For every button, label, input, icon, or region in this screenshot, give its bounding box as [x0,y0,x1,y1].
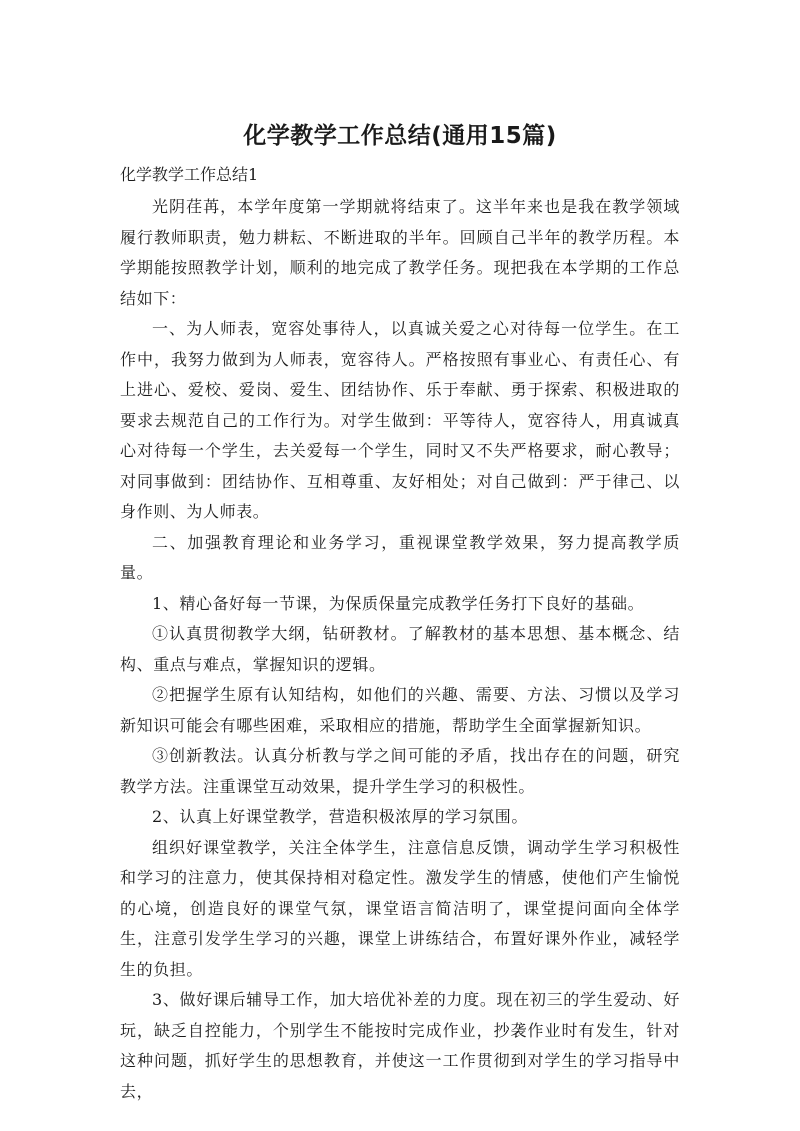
paragraph: 2、认真上好课堂教学，营造积极浓厚的学习氛围。 [152,807,528,826]
paragraph: 一、为人师表，宽容处事待人，以真诚关爱之心对待每一位学生。在工作中，我努力做到为人师表，宽容待人。严格按照有事业心、有责任心、有上进心、爱校、爱岗、爱生、团结协作、乐于奉献、勇于探索、积极进取的要求去规范自己的工作行为。对学生做到：平等待人，宽容待人，用真诚真心对待每一个学生，去关爱每一个学生，同时又不失严格要求，耐心教导；对同事做到：团结协作、互相尊重、友好相处；对自己做到：严于律己、以身作则、为人师表。 [120,319,680,521]
section-heading: 化学教学工作总结1 [120,165,259,184]
paragraph: 组织好课堂教学，关注全体学生，注意信息反馈，调动学生学习积极性和学习的注意力，使其保持相对稳定性。激发学生的情感，使他们产生愉悦的心境，创造良好的课堂气氛，课堂语言简洁明了，课堂提问面向全体学生，注意引发学生学习的兴趣，课堂上讲练结合，布置好课外作业，减轻学生的负担。 [120,837,680,979]
paragraph: ①认真贯彻教学大纲，钻研教材。了解教材的基本思想、基本概念、结构、重点与难点，掌握知识的逻辑。 [120,624,680,674]
paragraph: ②把握学生原有认知结构，如他们的兴趣、需要、方法、习惯以及学习新知识可能会有哪些困难，采取相应的措施，帮助学生全面掌握新知识。 [120,685,680,735]
document-title: 化学教学工作总结(通用15篇) [243,123,557,149]
paragraph: 二、加强教育理论和业务学习，重视课堂教学效果，努力提高教学质量。 [120,532,680,582]
document-body [120,192,680,1107]
paragraph: ③创新教法。认真分析教与学之间可能的矛盾，找出存在的问题，研究教学方法。注重课堂互动效果，提升学生学习的积极性。 [120,746,680,796]
paragraph: 光阴荏苒，本学年度第一学期就将结束了。这半年来也是我在教学领域履行教师职责，勉力耕耘、不断进取的半年。回顾自己半年的教学历程。本学期能按照教学计划，顺利的地完成了教学任务。现把我在本学期的工作总结如下： [120,197,680,308]
paragraph: 1、精心备好每一节课，为保质保量完成教学任务打下良好的基础。 [152,593,645,613]
paragraph: 3、做好课后辅导工作，加大培优补差的力度。现在初三的学生爱动、好玩，缺乏自控能力，个别学生不能按时完成作业，抄袭作业时有发生，针对这种问题，抓好学生的思想教育，并使这一工作贯彻到对学生的学习指导中去， [120,990,680,1101]
